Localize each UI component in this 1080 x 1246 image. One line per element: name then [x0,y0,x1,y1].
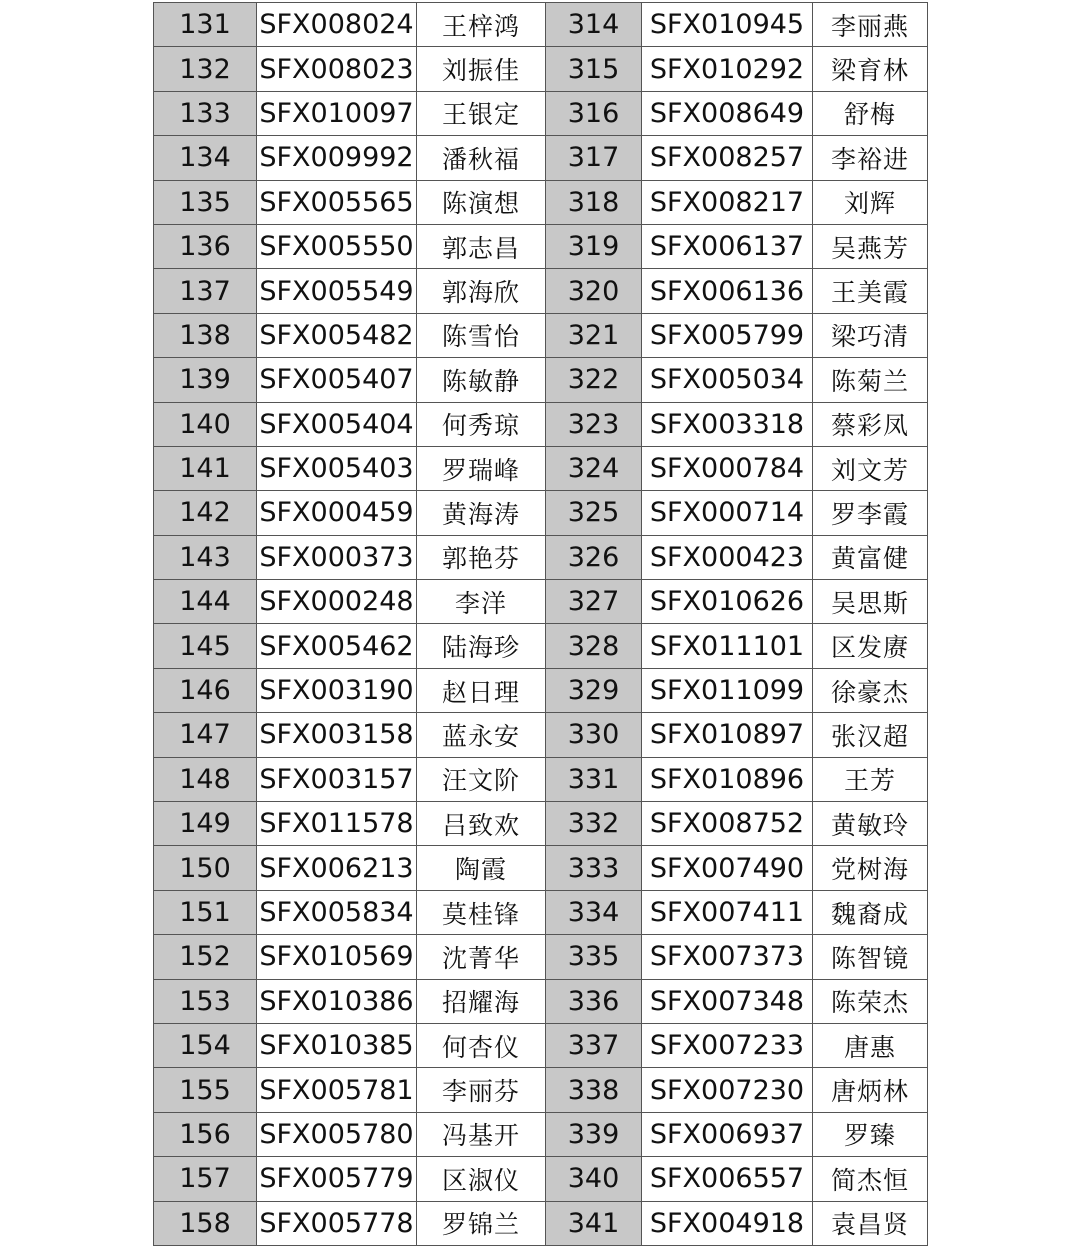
left-member-name: 王梓鸿 [417,3,546,47]
left-member-name: 沈菁华 [417,935,546,979]
left-sequence-number: 150 [154,846,257,890]
table-row [154,1068,928,1112]
right-member-name: 王芳 [813,757,928,801]
right-member-name: 罗臻 [813,1112,928,1156]
table-row [154,358,928,402]
left-member-code: SFX005403 [257,446,417,490]
left-member-name: 陈雪怡 [417,313,546,357]
table-row [154,935,928,979]
left-member-name: 李丽芬 [417,1068,546,1112]
right-sequence-number: 337 [546,1023,642,1067]
right-member-name: 陈菊兰 [813,358,928,402]
left-sequence-number: 141 [154,446,257,490]
left-member-name: 王银定 [417,91,546,135]
left-member-name: 陶霞 [417,846,546,890]
left-member-name: 郭海欣 [417,269,546,313]
left-member-name: 冯基开 [417,1112,546,1156]
right-member-code: SFX007348 [642,979,813,1023]
right-member-code: SFX007411 [642,890,813,934]
right-member-name: 黄富健 [813,535,928,579]
right-sequence-number: 338 [546,1068,642,1112]
left-sequence-number: 145 [154,624,257,668]
left-member-code: SFX005779 [257,1157,417,1201]
right-member-name: 党树海 [813,846,928,890]
left-member-name: 郭艳芬 [417,535,546,579]
left-sequence-number: 131 [154,3,257,47]
right-sequence-number: 319 [546,224,642,268]
right-member-code: SFX007490 [642,846,813,890]
left-member-code: SFX010385 [257,1023,417,1067]
left-sequence-number: 155 [154,1068,257,1112]
right-sequence-number: 336 [546,979,642,1023]
left-sequence-number: 147 [154,713,257,757]
right-member-code: SFX011101 [642,624,813,668]
left-member-code: SFX005482 [257,313,417,357]
left-member-code: SFX010386 [257,979,417,1023]
left-member-code: SFX010569 [257,935,417,979]
left-member-name: 罗瑞峰 [417,446,546,490]
table-row [154,757,928,801]
right-member-name: 陈荣杰 [813,979,928,1023]
right-sequence-number: 334 [546,890,642,934]
table-row [154,1112,928,1156]
right-sequence-number: 332 [546,802,642,846]
left-sequence-number: 157 [154,1157,257,1201]
right-member-code: SFX010945 [642,3,813,47]
table-row [154,91,928,135]
left-member-code: SFX005462 [257,624,417,668]
right-sequence-number: 335 [546,935,642,979]
right-member-name: 魏裔成 [813,890,928,934]
roster-body [154,3,928,1246]
right-member-code: SFX004918 [642,1201,813,1245]
table-row [154,136,928,180]
table-row [154,180,928,224]
right-member-name: 黄敏玲 [813,802,928,846]
left-sequence-number: 136 [154,224,257,268]
right-member-name: 李丽燕 [813,3,928,47]
left-member-code: SFX005565 [257,180,417,224]
left-sequence-number: 137 [154,269,257,313]
table-row [154,3,928,47]
left-member-name: 刘振佳 [417,47,546,91]
table-row [154,402,928,446]
right-member-name: 李裕进 [813,136,928,180]
right-member-code: SFX010626 [642,580,813,624]
left-member-code: SFX005549 [257,269,417,313]
table-row [154,802,928,846]
right-member-code: SFX005799 [642,313,813,357]
left-member-code: SFX000459 [257,491,417,535]
left-member-code: SFX003157 [257,757,417,801]
left-member-name: 区淑仪 [417,1157,546,1201]
left-sequence-number: 138 [154,313,257,357]
right-member-name: 唐惠 [813,1023,928,1067]
right-sequence-number: 341 [546,1201,642,1245]
right-member-code: SFX008217 [642,180,813,224]
left-sequence-number: 146 [154,668,257,712]
left-member-name: 潘秋福 [417,136,546,180]
right-sequence-number: 339 [546,1112,642,1156]
right-sequence-number: 318 [546,180,642,224]
right-member-name: 袁昌贤 [813,1201,928,1245]
left-sequence-number: 144 [154,580,257,624]
left-member-code: SFX003190 [257,668,417,712]
right-sequence-number: 317 [546,136,642,180]
left-member-code: SFX011578 [257,802,417,846]
left-member-code: SFX005778 [257,1201,417,1245]
left-sequence-number: 153 [154,979,257,1023]
right-member-code: SFX000423 [642,535,813,579]
right-member-code: SFX003318 [642,402,813,446]
right-member-code: SFX007373 [642,935,813,979]
table-row [154,979,928,1023]
right-member-name: 区发赓 [813,624,928,668]
left-member-name: 莫桂锋 [417,890,546,934]
right-sequence-number: 340 [546,1157,642,1201]
table-row [154,668,928,712]
right-sequence-number: 333 [546,846,642,890]
right-member-code: SFX008649 [642,91,813,135]
left-sequence-number: 140 [154,402,257,446]
right-sequence-number: 326 [546,535,642,579]
table-row [154,1157,928,1201]
left-member-name: 李洋 [417,580,546,624]
table-row [154,269,928,313]
left-member-code: SFX005834 [257,890,417,934]
left-member-name: 郭志昌 [417,224,546,268]
right-sequence-number: 331 [546,757,642,801]
right-sequence-number: 323 [546,402,642,446]
left-member-code: SFX005407 [257,358,417,402]
left-member-name: 招耀海 [417,979,546,1023]
table-row [154,1023,928,1067]
table-row [154,47,928,91]
left-member-code: SFX005780 [257,1112,417,1156]
right-member-code: SFX006136 [642,269,813,313]
right-member-name: 王美霞 [813,269,928,313]
right-member-name: 罗李霞 [813,491,928,535]
left-member-name: 汪文阶 [417,757,546,801]
right-member-name: 简杰恒 [813,1157,928,1201]
right-member-code: SFX010292 [642,47,813,91]
right-sequence-number: 328 [546,624,642,668]
right-member-name: 唐炳林 [813,1068,928,1112]
left-sequence-number: 154 [154,1023,257,1067]
left-sequence-number: 152 [154,935,257,979]
table-row [154,624,928,668]
left-member-name: 陈演想 [417,180,546,224]
left-sequence-number: 149 [154,802,257,846]
right-member-name: 张汉超 [813,713,928,757]
right-sequence-number: 320 [546,269,642,313]
left-member-code: SFX003158 [257,713,417,757]
right-sequence-number: 325 [546,491,642,535]
left-member-code: SFX006213 [257,846,417,890]
left-member-name: 蓝永安 [417,713,546,757]
right-member-code: SFX005034 [642,358,813,402]
left-sequence-number: 132 [154,47,257,91]
right-member-name: 吴思斯 [813,580,928,624]
left-member-code: SFX009992 [257,136,417,180]
right-member-name: 刘文芳 [813,446,928,490]
left-member-code: SFX005781 [257,1068,417,1112]
left-member-name: 罗锦兰 [417,1201,546,1245]
left-member-code: SFX000373 [257,535,417,579]
left-sequence-number: 142 [154,491,257,535]
right-sequence-number: 315 [546,47,642,91]
left-member-name: 陈敏静 [417,358,546,402]
left-member-name: 赵日理 [417,668,546,712]
left-member-name: 何秀琼 [417,402,546,446]
table-row [154,535,928,579]
left-sequence-number: 135 [154,180,257,224]
left-member-code: SFX008024 [257,3,417,47]
right-member-code: SFX006557 [642,1157,813,1201]
right-member-name: 舒梅 [813,91,928,135]
right-member-name: 蔡彩凤 [813,402,928,446]
right-sequence-number: 316 [546,91,642,135]
left-member-name: 陆海珍 [417,624,546,668]
right-sequence-number: 314 [546,3,642,47]
left-member-name: 黄海涛 [417,491,546,535]
table-row [154,1201,928,1245]
table-row [154,713,928,757]
right-member-name: 刘辉 [813,180,928,224]
table-row [154,446,928,490]
right-member-code: SFX010897 [642,713,813,757]
table-row [154,313,928,357]
right-member-name: 徐豪杰 [813,668,928,712]
right-member-code: SFX011099 [642,668,813,712]
left-member-name: 何杏仪 [417,1023,546,1067]
table-row [154,890,928,934]
left-member-code: SFX000248 [257,580,417,624]
table-row [154,846,928,890]
right-member-code: SFX000714 [642,491,813,535]
right-member-code: SFX008752 [642,802,813,846]
right-member-name: 梁巧清 [813,313,928,357]
left-member-name: 吕致欢 [417,802,546,846]
left-sequence-number: 158 [154,1201,257,1245]
roster-table [153,2,928,1246]
left-member-code: SFX005550 [257,224,417,268]
right-member-name: 吴燕芳 [813,224,928,268]
right-sequence-number: 329 [546,668,642,712]
left-member-code: SFX005404 [257,402,417,446]
right-member-name: 梁育林 [813,47,928,91]
right-member-code: SFX006137 [642,224,813,268]
left-sequence-number: 134 [154,136,257,180]
left-sequence-number: 151 [154,890,257,934]
left-sequence-number: 148 [154,757,257,801]
right-member-name: 陈智镜 [813,935,928,979]
right-sequence-number: 321 [546,313,642,357]
left-member-code: SFX008023 [257,47,417,91]
right-member-code: SFX006937 [642,1112,813,1156]
right-member-code: SFX000784 [642,446,813,490]
right-sequence-number: 322 [546,358,642,402]
right-member-code: SFX008257 [642,136,813,180]
right-sequence-number: 324 [546,446,642,490]
table-row [154,580,928,624]
right-sequence-number: 327 [546,580,642,624]
right-member-code: SFX007233 [642,1023,813,1067]
left-sequence-number: 156 [154,1112,257,1156]
table-row [154,491,928,535]
right-member-code: SFX007230 [642,1068,813,1112]
left-sequence-number: 143 [154,535,257,579]
left-sequence-number: 139 [154,358,257,402]
table-row [154,224,928,268]
left-member-code: SFX010097 [257,91,417,135]
right-member-code: SFX010896 [642,757,813,801]
left-sequence-number: 133 [154,91,257,135]
right-sequence-number: 330 [546,713,642,757]
